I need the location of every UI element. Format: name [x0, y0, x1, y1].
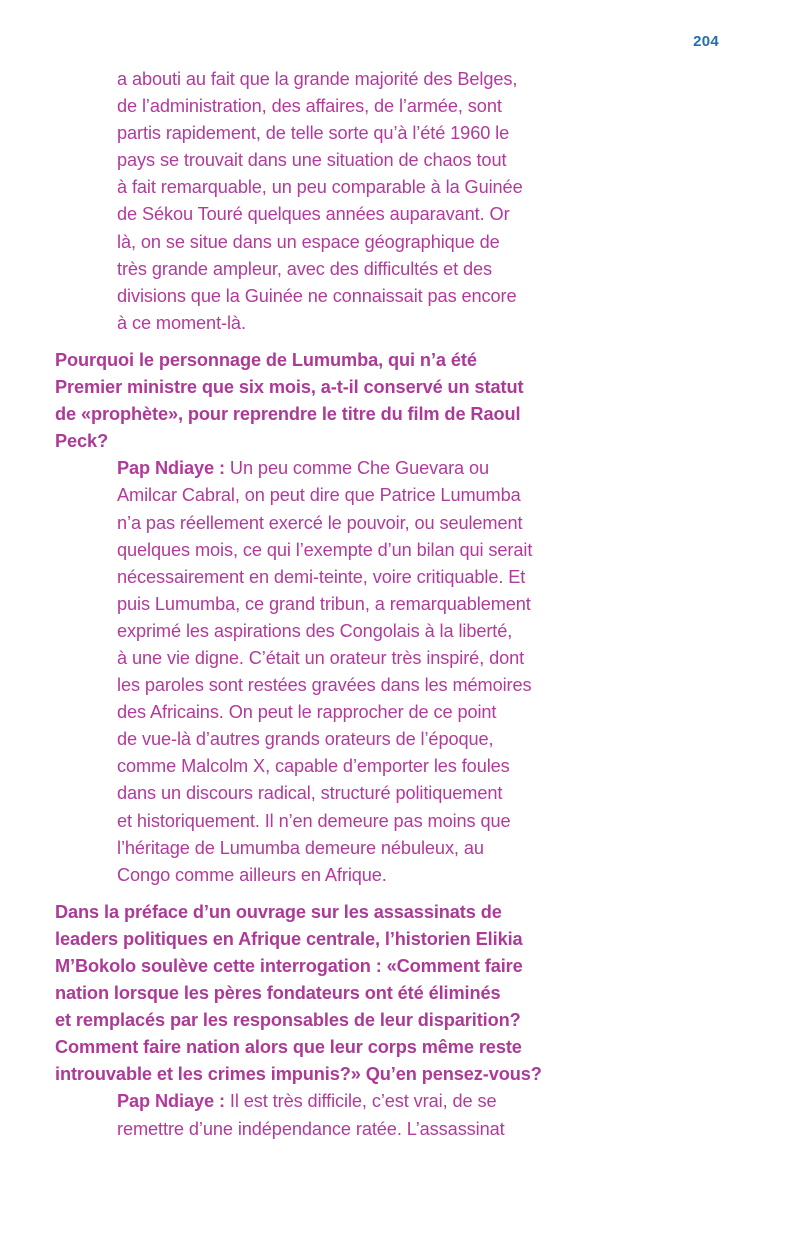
answer-text: Un peu comme Che Guevara ou — [224, 458, 490, 479]
question-line: nation lorsque les pères fondateurs ont été éliminés — [55, 983, 501, 1004]
question-line: introuvable et les crimes impunis?» Qu’en pensez-vous? — [55, 1064, 542, 1085]
text-line: les paroles sont restées gravées dans les mémoires — [117, 675, 532, 696]
text-line: dans un discours radical, structuré politiquement — [117, 783, 503, 804]
text-line: quelques mois, ce qui l’exempte d’un bilan qui serait — [117, 539, 533, 560]
answer-text: Il est très difficile, c’est vrai, de se — [224, 1091, 497, 1112]
interview-answer-1 — [55, 455, 570, 889]
question-line: Dans la préface d’un ouvrage sur les assassinats de — [55, 901, 502, 922]
text-line: à une vie digne. C’était un orateur très inspiré, dont — [117, 647, 525, 668]
text-line: n’a pas réellement exercé le pouvoir, ou seulement — [117, 512, 523, 533]
text-line: de l’administration, des affaires, de l’armée, sont — [117, 96, 502, 117]
answer-continuation — [55, 66, 570, 337]
text-line: très grande ampleur, avec des difficultés et des — [117, 258, 492, 279]
speaker-name: Pap Ndiaye : — [117, 1091, 225, 1112]
page-content — [55, 66, 570, 1143]
question-line: leaders politiques en Afrique centrale, l’historien Elikia — [55, 928, 523, 949]
text-line: a abouti au fait que la grande majorité des Belges, — [117, 69, 518, 89]
text-line: à fait remarquable, un peu comparable à la Guinée — [117, 177, 523, 198]
text-line: à ce moment-là. — [117, 312, 246, 333]
text-line: exprimé les aspirations des Congolais à la liberté, — [117, 620, 513, 641]
text-line: là, on se situe dans un espace géographique de — [117, 231, 500, 252]
interview-question-2 — [55, 899, 570, 1089]
page-number: 204 — [693, 33, 719, 50]
text-line: des Africains. On peut le rapprocher de ce point — [117, 702, 497, 723]
text-line: comme Malcolm X, capable d’emporter les foules — [117, 756, 510, 777]
text-line: de vue-là d’autres grands orateurs de l’époque, — [117, 729, 494, 750]
text-line: Congo comme ailleurs en Afrique. — [117, 864, 387, 885]
text-line: pays se trouvait dans une situation de chaos tout — [117, 150, 507, 171]
question-line: et remplacés par les responsables de leur disparition? — [55, 1010, 521, 1031]
question-line: de «prophète», pour reprendre le titre du film de Raoul — [55, 404, 521, 425]
text-line: l’héritage de Lumumba demeure nébuleux, au — [117, 837, 484, 858]
text-line: partis rapidement, de telle sorte qu’à l’été 1960 le — [117, 123, 510, 144]
question-line: Pourquoi le personnage de Lumumba, qui n’a été — [55, 349, 477, 370]
speaker-name: Pap Ndiaye : — [117, 458, 225, 479]
question-line: M’Bokolo soulève cette interrogation : «Comment faire — [55, 956, 523, 976]
text-line: remettre d’une indépendance ratée. L’assassinat — [117, 1118, 505, 1139]
answer-first-line — [117, 1088, 570, 1115]
answer-first-line — [117, 455, 570, 482]
text-line: de Sékou Touré quelques années auparavant. Or — [117, 204, 510, 225]
text-line: Amilcar Cabral, on peut dire que Patrice Lumumba — [117, 485, 521, 506]
question-line: Premier ministre que six mois, a-t-il conservé un statut — [55, 377, 524, 398]
text-line: puis Lumumba, ce grand tribun, a remarquablement — [117, 593, 531, 614]
question-line: Comment faire nation alors que leur corps même reste — [55, 1037, 522, 1058]
interview-answer-2 — [55, 1088, 570, 1142]
text-line: divisions que la Guinée ne connaissait pas encore — [117, 285, 517, 306]
interview-question-1 — [55, 347, 570, 455]
text-line: et historiquement. Il n’en demeure pas moins que — [117, 810, 511, 831]
text-line: nécessairement en demi-teinte, voire critiquable. Et — [117, 566, 526, 587]
question-line: Peck? — [55, 431, 109, 452]
